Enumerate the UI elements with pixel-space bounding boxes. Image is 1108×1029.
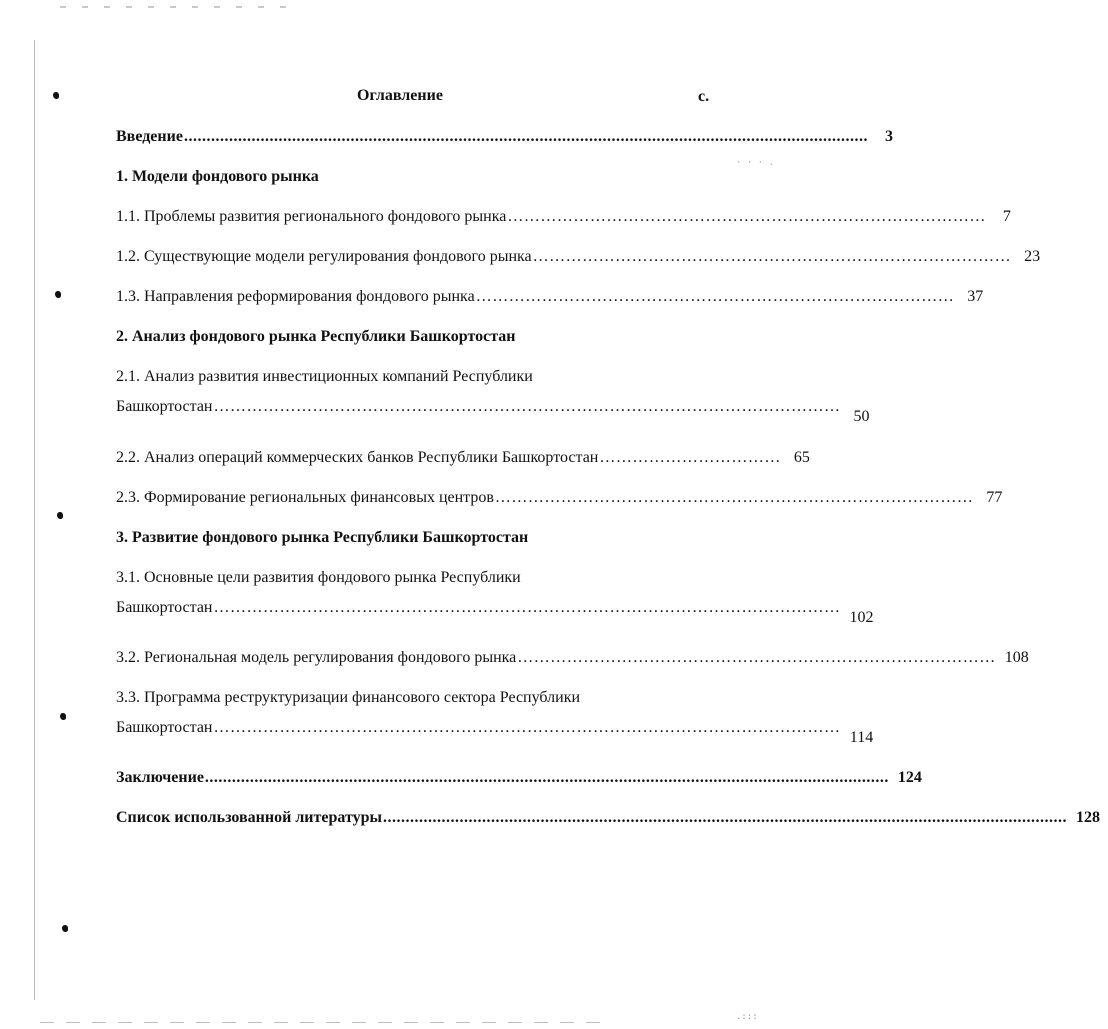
toc-entry-text: Список использованной литературы bbox=[116, 809, 382, 826]
page-title: Оглавление bbox=[357, 87, 443, 104]
toc-entry-page: 50 bbox=[853, 408, 870, 425]
toc-entry-page: 108 bbox=[1004, 649, 1029, 666]
leader-dots: …………………………………………………………………………………………………… bbox=[213, 398, 841, 415]
toc-entry-3-1[interactable] bbox=[116, 568, 874, 626]
page-column-label: с. bbox=[698, 88, 710, 105]
leader-dots: …………………………………………………………………………………………………… bbox=[213, 719, 841, 736]
scan-left-edge bbox=[34, 40, 35, 1000]
toc-entry-2-2[interactable] bbox=[116, 448, 810, 468]
toc-entry-page: 7 bbox=[1002, 208, 1011, 225]
binder-hole-mark bbox=[53, 92, 59, 99]
toc-entry-text: 2.1. Анализ развития инвестиционных компаний Республики bbox=[116, 368, 533, 385]
leader-dots: …………………………………………………………………………… bbox=[517, 649, 996, 666]
toc-entry-page: 102 bbox=[849, 609, 874, 626]
toc-section-3[interactable]: 3. Развитие фондового рынка Республики Башкортостан bbox=[116, 529, 529, 546]
toc-entry-2-1[interactable] bbox=[116, 367, 870, 425]
toc-entry-conclusion[interactable] bbox=[116, 768, 922, 788]
scan-speck: · · · . bbox=[736, 158, 774, 168]
binder-hole-mark bbox=[55, 291, 61, 298]
toc-entry-page: 37 bbox=[967, 288, 984, 305]
toc-entry-page: 23 bbox=[1024, 248, 1041, 265]
toc-entry-page: 128 bbox=[1076, 809, 1100, 826]
toc-entry-page: 77 bbox=[986, 489, 1003, 506]
leader-dots: ........................................................................................................................................................ bbox=[204, 769, 889, 786]
toc-entry-text: Введение bbox=[116, 128, 183, 145]
leader-dots: …………………………………………………………………………… bbox=[532, 248, 1012, 265]
leader-dots: …………………………………………………………………………… bbox=[475, 288, 955, 305]
toc-section-1[interactable]: 1. Модели фондового рынка bbox=[116, 168, 319, 185]
toc-entry-text: 3.1. Основные цели развития фондового рынка Республики bbox=[116, 569, 521, 586]
toc-entry-introduction[interactable] bbox=[116, 127, 893, 147]
toc-entry-text: 1.3. Направления реформирования фондового рынка bbox=[116, 288, 475, 305]
toc-entry-1-3[interactable] bbox=[116, 287, 984, 307]
toc-entry-references[interactable] bbox=[116, 808, 1100, 828]
toc-entry-text: 3.2. Региональная модель регулирования фондового рынка bbox=[116, 649, 517, 666]
leader-dots: …………………………………………………………………………… bbox=[494, 489, 974, 506]
leader-dots: …………………………………………………………………………………………………… bbox=[213, 599, 841, 616]
binder-hole-mark bbox=[57, 512, 63, 519]
leader-dots: ........................................................................................................................................................ bbox=[383, 809, 1067, 826]
toc-entry-continuation: Башкортостан bbox=[116, 398, 213, 415]
toc-entry-text: 2.3. Формирование региональных финансовых центров bbox=[116, 489, 494, 506]
leader-dots: …………………………………………………………………………… bbox=[507, 208, 986, 225]
toc-entry-page: 114 bbox=[849, 729, 874, 746]
scan-bottom-line bbox=[40, 1022, 600, 1023]
toc-entry-page: 124 bbox=[897, 769, 922, 786]
toc-entry-1-2[interactable] bbox=[116, 247, 1041, 267]
binder-hole-mark bbox=[60, 713, 66, 720]
toc-entry-3-2[interactable] bbox=[116, 648, 1029, 668]
toc-entry-1-1[interactable] bbox=[116, 207, 1011, 227]
toc-entry-text: Заключение bbox=[116, 769, 204, 786]
toc-entry-text: 1.2. Существующие модели регулирования фондового рынка bbox=[116, 248, 532, 265]
toc-section-2[interactable]: 2. Анализ фондового рынка Республики Башкортостан bbox=[116, 328, 516, 345]
toc-entry-page: 3 bbox=[884, 128, 893, 145]
toc-entry-text: 3.3. Программа реструктуризации финансового сектора Республики bbox=[116, 689, 581, 706]
toc-entry-page: 65 bbox=[793, 449, 810, 466]
leader-dots: ........................................................................................................................................................ bbox=[183, 128, 868, 145]
toc-entry-2-3[interactable] bbox=[116, 488, 1003, 508]
toc-entry-continuation: Башкортостан bbox=[116, 599, 213, 616]
scan-top-specks bbox=[60, 6, 300, 8]
binder-hole-mark bbox=[62, 925, 68, 932]
toc-entry-3-3[interactable] bbox=[116, 688, 874, 746]
scan-speck: .::: bbox=[736, 1012, 758, 1022]
leader-dots: …………………………… bbox=[599, 449, 781, 466]
toc-entry-continuation: Башкортостан bbox=[116, 719, 213, 736]
toc-entry-text: 2.2. Анализ операций коммерческих банков Республики Башкортостан bbox=[116, 449, 599, 466]
toc-entry-text: 1.1. Проблемы развития регионального фондового рынка bbox=[116, 208, 507, 225]
